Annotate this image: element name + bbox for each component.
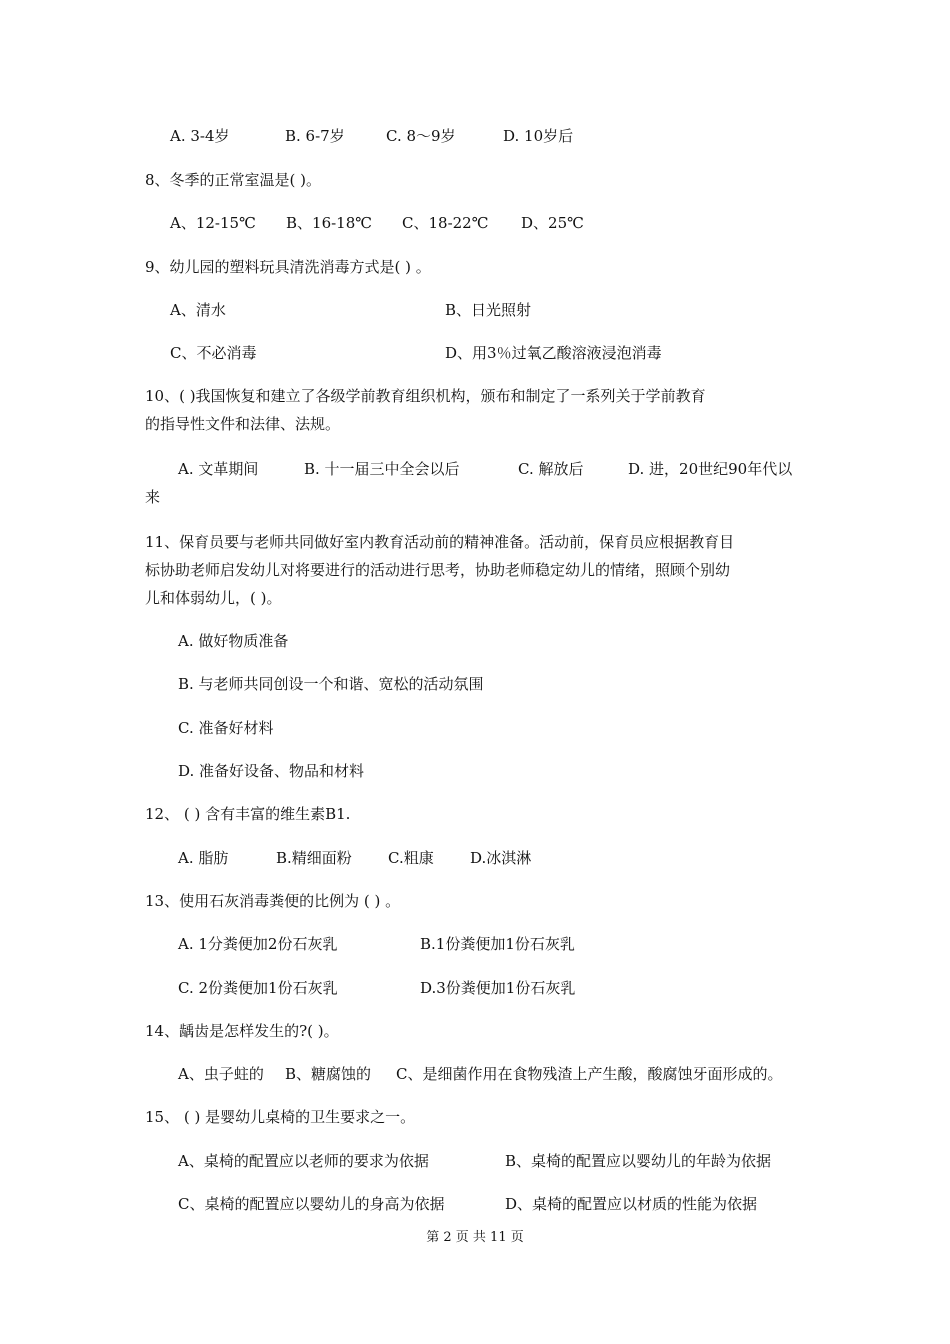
q7-option-c: C. 8～9岁 <box>386 127 456 145</box>
q13-option-c: C. 2份粪便加1份石灰乳 <box>178 979 338 997</box>
q11-option-a: A. 做好物质准备 <box>178 632 289 650</box>
q15-option-a: A、桌椅的配置应以老师的要求为依据 <box>178 1152 429 1170</box>
q12-option-c: C.粗康 <box>388 849 434 867</box>
q11-option-c: C. 准备好材料 <box>178 719 274 737</box>
q9-option-b: B、日光照射 <box>445 301 532 319</box>
q8-option-b: B、16-18℃ <box>286 214 373 232</box>
q14-option-c: C、是细菌作用在食物残渣上产生酸，酸腐蚀牙面形成的。 <box>396 1065 783 1083</box>
q12-option-b: B.精细面粉 <box>276 849 352 867</box>
q15-stem: 15、 ( ) 是婴幼儿桌椅的卫生要求之一。 <box>145 1108 416 1126</box>
q8-stem: 8、冬季的正常室温是( )。 <box>145 171 322 189</box>
q13-option-b: B.1份粪便加1份石灰乳 <box>420 935 575 953</box>
q11-option-d: D. 准备好设备、物品和材料 <box>178 762 365 780</box>
q15-option-d: D、桌椅的配置应以材质的性能为依据 <box>505 1195 758 1213</box>
q8-option-a: A、12-15℃ <box>170 214 256 232</box>
q13-stem: 13、使用石灰消毒粪便的比例为 ( ) 。 <box>145 892 401 910</box>
q10-option-d: D. 进，20世纪90年代以 <box>628 460 793 478</box>
q9-option-a: A、清水 <box>170 301 226 319</box>
q10-option-a: A. 文革期间 <box>178 460 259 478</box>
q14-stem: 14、龋齿是怎样发生的?( )。 <box>145 1022 339 1040</box>
q9-option-c: C、不必消毒 <box>170 344 257 362</box>
q11-stem-line1: 11、保育员要与老师共同做好室内教育活动前的精神准备。活动前，保育员应根据教育目 <box>145 533 735 551</box>
q13-option-a: A. 1分粪便加2份石灰乳 <box>178 935 338 953</box>
q11-stem-line2: 标协助老师启发幼儿对将要进行的活动进行思考，协助老师稳定幼儿的情绪，照顾个别幼 <box>145 561 731 579</box>
q13-option-d: D.3份粪便加1份石灰乳 <box>420 979 576 997</box>
q7-option-d: D. 10岁后 <box>503 127 574 145</box>
q14-option-b: B、糖腐蚀的 <box>285 1065 372 1083</box>
q10-option-b: B. 十一届三中全会以后 <box>304 460 460 478</box>
q7-option-b: B. 6-7岁 <box>285 127 345 145</box>
q12-option-a: A. 脂肪 <box>178 849 229 867</box>
q10-option-c: C. 解放后 <box>518 460 584 478</box>
q10-stem-line1: 10、( )我国恢复和建立了各级学前教育组织机构，颁布和制定了一系列关于学前教育 <box>145 387 706 405</box>
q9-option-d: D、用3％过氧乙酸溶液浸泡消毒 <box>445 344 662 362</box>
q11-stem-line3: 儿和体弱幼儿，( )。 <box>145 589 282 607</box>
q10-option-d-wrap: 来 <box>145 488 161 506</box>
q8-option-c: C、18-22℃ <box>402 214 489 232</box>
q12-stem: 12、 ( ) 含有丰富的维生素B1. <box>145 805 351 823</box>
q11-option-b: B. 与老师共同创设一个和谐、宽松的活动氛围 <box>178 675 484 693</box>
q9-stem: 9、幼儿园的塑料玩具清洗消毒方式是( ) 。 <box>145 258 431 276</box>
q8-option-d: D、25℃ <box>521 214 584 232</box>
q14-option-a: A、虫子蛀的 <box>178 1065 264 1083</box>
q7-option-a: A. 3-4岁 <box>170 127 230 145</box>
q12-option-d: D.冰淇淋 <box>470 849 532 867</box>
q10-stem-line2: 的指导性文件和法律、法规。 <box>145 415 341 433</box>
q15-option-b: B、桌椅的配置应以婴幼儿的年龄为依据 <box>505 1152 772 1170</box>
q15-option-c: C、桌椅的配置应以婴幼儿的身高为依据 <box>178 1195 445 1213</box>
page-footer: 第 2 页 共 11 页 <box>426 1230 524 1245</box>
